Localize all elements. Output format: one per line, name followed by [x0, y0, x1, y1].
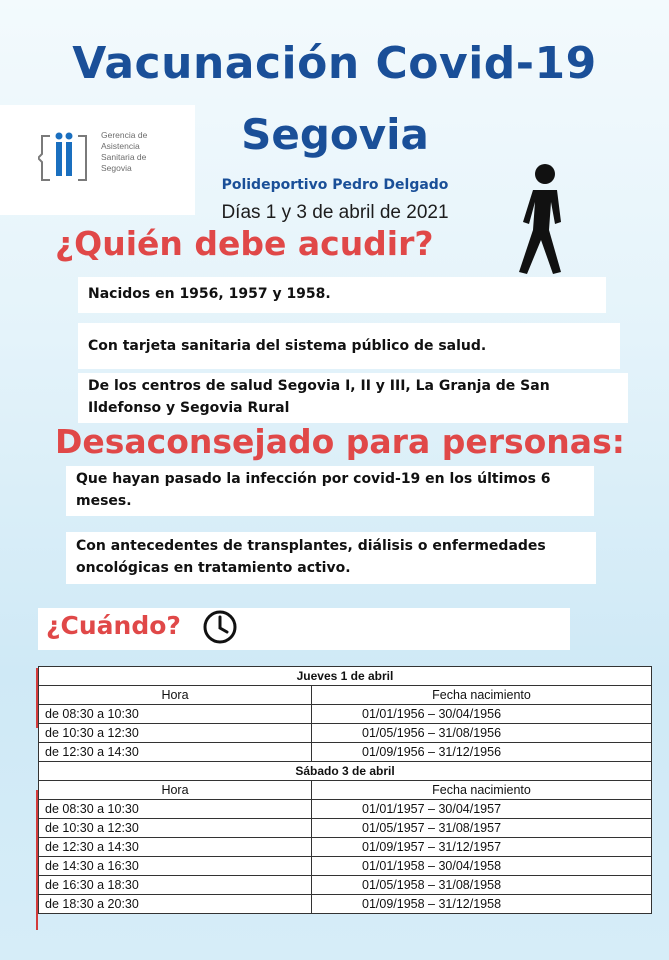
city-title: Segovia [241, 110, 429, 159]
table-group-header [39, 762, 652, 781]
table-row [39, 857, 652, 876]
hora-cell: de 12:30 a 14:30 [39, 838, 312, 857]
hora-cell: de 16:30 a 18:30 [39, 876, 312, 895]
table-row [39, 838, 652, 857]
table-row [39, 819, 652, 838]
hora-cell: de 18:30 a 20:30 [39, 895, 312, 914]
column-header-fecha: Fecha nacimiento [312, 781, 652, 800]
fecha-cell: 01/09/1957 – 31/12/1957 [312, 838, 652, 857]
table-row [39, 724, 652, 743]
page-title: Vacunación Covid-19 [72, 38, 597, 89]
who-item [78, 277, 606, 313]
logo-text: Gerencia de Asistencia Sanitaria de Segovia [101, 130, 148, 173]
who-heading: ¿Quién debe acudir? [55, 224, 434, 263]
column-header-hora: Hora [39, 781, 312, 800]
hora-cell: de 10:30 a 12:30 [39, 724, 312, 743]
who-item-text: Con tarjeta sanitaria del sistema público de salud. [88, 338, 487, 354]
table-row [39, 743, 652, 762]
fecha-cell: 01/09/1956 – 31/12/1956 [312, 743, 652, 762]
table-row [39, 800, 652, 819]
fecha-cell: 01/05/1957 – 31/08/1957 [312, 819, 652, 838]
table-row [39, 876, 652, 895]
hora-cell: de 08:30 a 10:30 [39, 800, 312, 819]
table-column-header [39, 686, 652, 705]
hora-cell: de 08:30 a 10:30 [39, 705, 312, 724]
who-item-text: De los centros de salud Segovia I, II y III, La Granja de San Ildefonso y Segovia Rural [88, 378, 550, 416]
hora-cell: de 14:30 a 16:30 [39, 857, 312, 876]
dates-label: Días 1 y 3 de abril de 2021 [221, 202, 449, 223]
venue-label: Polideportivo Pedro Delgado [221, 177, 449, 193]
day-label: Jueves 1 de abril [39, 667, 652, 686]
hora-cell: de 12:30 a 14:30 [39, 743, 312, 762]
table-row [39, 895, 652, 914]
fecha-cell: 01/01/1958 – 30/04/1958 [312, 857, 652, 876]
fecha-cell: 01/05/1958 – 31/08/1958 [312, 876, 652, 895]
table-row [39, 705, 652, 724]
who-item [78, 323, 620, 369]
fecha-cell: 01/01/1956 – 30/04/1956 [312, 705, 652, 724]
fecha-cell: 01/01/1957 – 30/04/1957 [312, 800, 652, 819]
day-label: Sábado 3 de abril [39, 762, 652, 781]
not-recommended-heading: Desaconsejado para personas: [55, 422, 625, 461]
not-recommended-item-text: Que hayan pasado la infección por covid-19 en los últimos 6 meses. [76, 471, 551, 509]
table-group-header [39, 667, 652, 686]
who-item [78, 373, 628, 423]
not-recommended-item [66, 532, 596, 584]
table-column-header [39, 781, 652, 800]
not-recommended-item-text: Con antecedentes de transplantes, diálisis o enfermedades oncológicas en tratamiento activo. [76, 538, 546, 576]
who-item-text: Nacidos en 1956, 1957 y 1958. [88, 286, 331, 302]
column-header-fecha: Fecha nacimiento [312, 686, 652, 705]
not-recommended-item [66, 466, 594, 516]
column-header-hora: Hora [39, 686, 312, 705]
when-heading: ¿Cuándo? [46, 611, 181, 640]
fecha-cell: 01/05/1956 – 31/08/1956 [312, 724, 652, 743]
health-service-logo [38, 128, 98, 188]
schedule-table [38, 666, 652, 914]
fecha-cell: 01/09/1958 – 31/12/1958 [312, 895, 652, 914]
clock-icon [202, 609, 238, 645]
hora-cell: de 10:30 a 12:30 [39, 819, 312, 838]
walking-person-icon [505, 160, 580, 280]
